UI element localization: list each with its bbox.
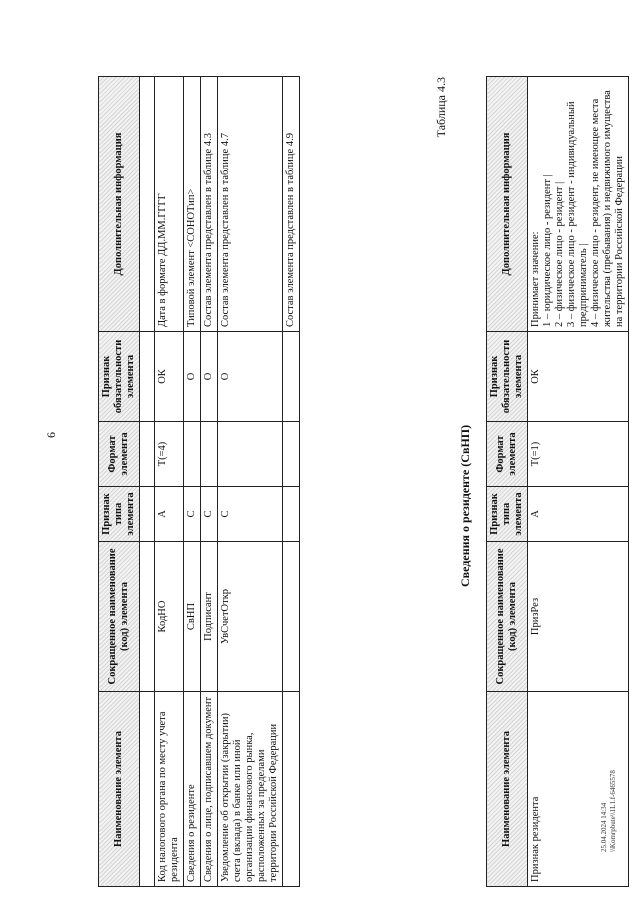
column-header: Признак типа элемента	[487, 487, 528, 542]
element-code-cell: СвНП	[184, 542, 201, 692]
element-code-cell: ПризРез	[528, 542, 629, 692]
column-header: Формат элемента	[487, 422, 528, 487]
element-type-cell: С	[218, 487, 283, 542]
element-format-cell	[201, 422, 218, 487]
element-code-cell: КодНО	[155, 542, 184, 692]
element-info-cell	[528, 77, 629, 332]
column-header: Признак типа элемента	[99, 487, 140, 542]
rotated-content	[61, 17, 625, 887]
element-info-cell: Дата в формате ДД.ММ.ГГГГ	[155, 77, 184, 332]
element-required-cell: О	[218, 332, 283, 422]
footer-stamp-date: 25.04.2024 14:34	[600, 802, 608, 852]
table-row	[155, 77, 184, 887]
column-header: Сокращенное наименование (код) элемента	[487, 542, 528, 692]
info-line: 3 – физическое лицо - резидент - индивидуальный предприниматель |	[566, 101, 589, 327]
element-type-cell: С	[184, 487, 201, 542]
element-info-cell: Состав элемента представлен в таблице 4.3	[201, 77, 218, 332]
element-info-cell: Типовой элемент <СОНОТип>	[184, 77, 201, 332]
info-line: 2 – физическое лицо - резидент |	[554, 181, 565, 327]
table-header-row	[99, 77, 140, 887]
element-name-cell: Уведомление об открытии (закрытии) счета (вклада) в банке или иной организации финансового рынка, расположенных за пределами территории Российской Федерации	[218, 692, 283, 887]
element-format-cell	[283, 422, 300, 487]
element-format-cell	[218, 422, 283, 487]
element-required-cell: ОК	[155, 332, 184, 422]
element-type-cell	[283, 487, 300, 542]
element-required-cell	[283, 332, 300, 422]
table-label: Таблица 4.3	[434, 77, 448, 138]
table-row	[283, 77, 300, 887]
element-name-cell	[283, 692, 300, 887]
column-header: Дополнительная информация	[99, 77, 140, 332]
column-header: Дополнительная информация	[487, 77, 528, 332]
element-required-cell: О	[184, 332, 201, 422]
element-type-cell: А	[155, 487, 184, 542]
column-header: Признак обязательности элемента	[99, 332, 140, 422]
section-title: Сведения о резиденте (СвНП)	[458, 424, 472, 587]
table-row	[528, 77, 629, 887]
element-name-cell: Код налогового органа по месту учета резидента	[155, 692, 184, 887]
table-header-filler	[140, 77, 155, 887]
column-header: Формат элемента	[99, 422, 140, 487]
table-row	[184, 77, 201, 887]
element-type-cell: А	[528, 487, 629, 542]
resident-table	[486, 76, 629, 887]
element-info-cell: Состав элемента представлен в таблице 4.9	[283, 77, 300, 332]
table-row	[201, 77, 218, 887]
info-line: 4 – физическое лицо - резидент, не имеющее места жительства (пребывания) и недвижимого имущества на территории Российской Федерации	[590, 90, 625, 327]
element-code-cell: УвСчетОткр	[218, 542, 283, 692]
element-format-cell: T(=1)	[528, 422, 629, 487]
element-format-cell	[184, 422, 201, 487]
info-line: Принимает значение:	[530, 231, 541, 327]
element-format-cell: T(=4)	[155, 422, 184, 487]
column-header: Наименование элемента	[99, 692, 140, 887]
info-line: 1 – юридическое лицо - резидент |	[542, 174, 553, 327]
footer-stamp-id: \\Komrpbute\\1L1.f-6465578	[609, 770, 617, 852]
column-header: Признак обязательности элемента	[487, 332, 528, 422]
element-name-cell: Сведения о лице, подписавшем документ	[201, 692, 218, 887]
column-header: Наименование элемента	[487, 692, 528, 887]
column-header: Сокращенное наименование (код) элемента	[99, 542, 140, 692]
element-name-cell: Признак резидента	[528, 692, 629, 887]
footer-stamp	[600, 770, 618, 852]
element-info-cell: Состав элемента представлен в таблице 4.7	[218, 77, 283, 332]
table-row	[218, 77, 283, 887]
element-required-cell: ОК	[528, 332, 629, 422]
element-type-cell: С	[201, 487, 218, 542]
elements-table	[98, 76, 300, 887]
table-header-row	[487, 77, 528, 887]
page-number: 6	[44, 432, 58, 438]
element-required-cell: О	[201, 332, 218, 422]
element-code-cell	[283, 542, 300, 692]
element-code-cell: Подписант	[201, 542, 218, 692]
element-name-cell: Сведения о резиденте	[184, 692, 201, 887]
